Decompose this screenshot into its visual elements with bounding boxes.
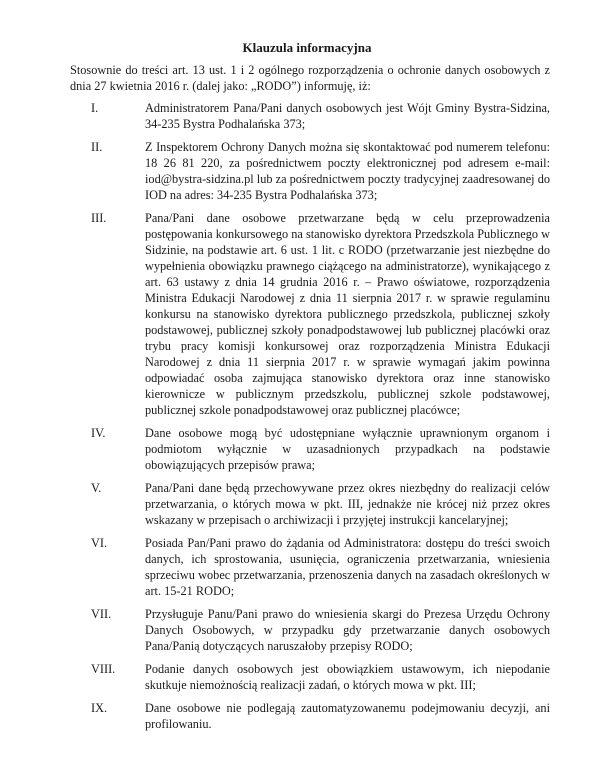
clause-text: Administratorem Pana/Pani danych osobowych jest Wójt Gminy Bystra-Sidzina, 34-235 Bystra Podhalańska 373; — [145, 101, 550, 131]
clause-text: Podanie danych osobowych jest obowiązkiem ustawowym, ich niepodanie skutkuje niemożnością realizacji zadań, o których mowa w pkt. III; — [145, 662, 550, 692]
clause-text: Z Inspektorem Ochrony Danych można się skontaktować pod numerem telefonu: 18 26 81 220, za pośrednictwem poczty elektronicznej pod adresem e-mail: iod@bystra-sidzina.pl lub za pośrednictwem poczty tradycyjnej zaadresowanej do IOD na adres: 34-235 Bystra Podhalańska 373; — [145, 140, 550, 202]
clause-number: IX. — [91, 701, 108, 715]
clause-item-4 — [0, 425, 614, 473]
clause-text: Dane osobowe mogą być udostępniane wyłącznie uprawnionym organom i podmiotom wyłącznie w uzasadnionych przypadkach na podstawie obowiązujących przepisów prawa; — [145, 426, 550, 472]
clause-number: II. — [91, 140, 103, 154]
clause-item-5 — [0, 480, 614, 528]
clause-item-1 — [0, 100, 614, 132]
clause-number: III. — [91, 211, 107, 225]
clause-text: Posiada Pan/Pani prawo do żądania od Administratora: dostępu do treści swoich danych, ich sprostowania, usunięcia, ograniczenia przetwarzania, wniesienia sprzeciwu wobec przetwarzania, przenoszenia danych na zasadach określonych w art. 15-21 RODO; — [145, 536, 550, 598]
clause-list — [0, 100, 614, 739]
clause-number: VII. — [91, 607, 112, 621]
clause-item-8 — [0, 661, 614, 693]
clause-item-2 — [0, 139, 614, 203]
clause-number: VIII. — [91, 662, 116, 676]
clause-number: V. — [91, 481, 102, 495]
clause-number: IV. — [91, 426, 106, 440]
clause-item-3 — [0, 210, 614, 418]
clause-text: Pana/Pani dane osobowe przetwarzane będą w celu przeprowadzenia postępowania konkursowego na stanowisko dyrektora Przedszkola Publicznego w Sidzinie, na podstawie art. 6 ust. 1 lit. c RODO (przetwarzanie jest niezbędne do wypełnienia obowiązku prawnego ciążącego na administratorze), wynikającego z art. 63 ustawy z dnia 14 grudnia 2016 r. – Prawo oświatowe, rozporządzenia Ministra Edukacji Narodowej z dnia 11 sierpnia 2017 r. w sprawie regulaminu konkursu na stanowisko dyrektora publicznego przedszkola, publicznej szkoły podstawowej, publicznej szkoły ponadpodstawowej lub publicznej placówki oraz trybu pracy komisji konkursowej oraz rozporządzenia Ministra Edukacji Narodowej z dnia 11 sierpnia 2017 r. w sprawie wymagań jakim powinna odpowiadać osoba zajmująca stanowisko dyrektora oraz inne stanowisko kierownicze w publicznym przedszkolu, publicznej szkole podstawowej, publicznej szkole ponadpodstawowej oraz publicznej placówce; — [145, 211, 550, 417]
clause-number: I. — [91, 101, 99, 115]
clause-item-7 — [0, 606, 614, 654]
clause-text: Dane osobowe nie podlegają zautomatyzowanemu podejmowaniu decyzji, ani profilowaniu. — [145, 701, 550, 731]
clause-item-9 — [0, 700, 614, 732]
clause-item-6 — [0, 535, 614, 599]
intro-paragraph: Stosownie do treści art. 13 ust. 1 i 2 ogólnego rozporządzenia o ochronie danych osobowych z dnia 27 kwietnia 2016 r. (dalej jako: „RODO”) informuję, iż: — [70, 63, 550, 93]
clause-number: VI. — [91, 536, 108, 550]
document-title: Klauzula informacyjna — [242, 40, 372, 55]
clause-text: Pana/Pani dane będą przechowywane przez okres niezbędny do realizacji celów przetwarzania, o których mowa w pkt. III, jednakże nie krócej niż przez okres wskazany w przepisach o archiwizacji i przyjętej instrukcji kancelaryjnej; — [145, 481, 550, 527]
clause-text: Przysługuje Panu/Pani prawo do wniesienia skargi do Prezesa Urzędu Ochrony Danych Osobowych, w przypadku gdy przetwarzanie danych osobowych Pana/Panią dotyczących naruszałoby przepisy RODO; — [145, 607, 550, 653]
